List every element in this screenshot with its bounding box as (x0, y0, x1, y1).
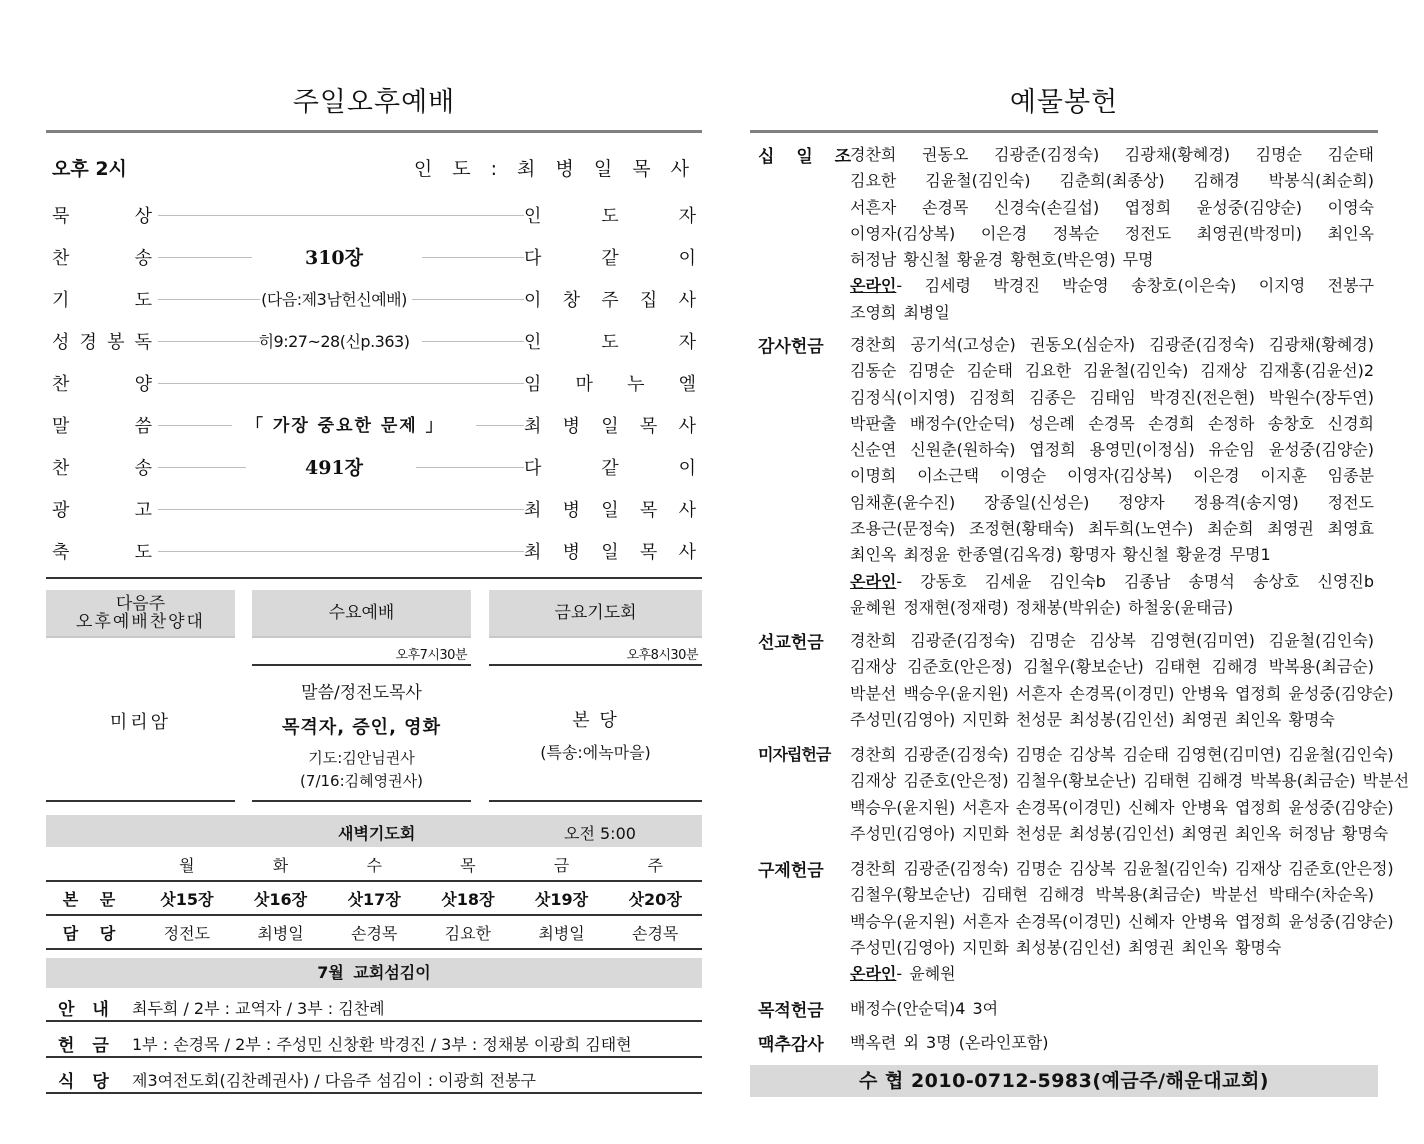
service-time-row (46, 152, 702, 182)
donor-line: 백승우(윤지원) 서흔자 손경목(이경민) 신혜자 안병육 엽정희 윤성중(김양순) (850, 911, 1394, 931)
offerings-title: 예물봉헌 (1009, 87, 1119, 118)
order-item-content: (다음:제3남헌신예배) (261, 290, 407, 309)
donor-line: 김재상 김준호(안은정) 김철우(황보순난) 김태현 김해경 박복용(최금순) 박분선 (850, 771, 1410, 791)
dawn-prayer-table (46, 848, 702, 950)
donor-line: 허정남 황신철 황윤경 황현호(박은영) 무명 (850, 250, 1154, 270)
order-item-person: 다 같 이 (524, 248, 696, 269)
order-item-person: 최 병 일 목 사 (524, 416, 696, 437)
order-item (46, 324, 702, 354)
offering-category-label: 맥추감사 (758, 1035, 824, 1055)
offering-category-label: 미자립헌금 (758, 745, 831, 764)
text-cell: 삿15장 (160, 889, 214, 909)
leader-cell: 정전도 (163, 923, 211, 943)
order-item (46, 408, 702, 438)
wednesday-header: 수요예배 (252, 590, 471, 638)
donor-line: 백승우(윤지원) 서흔자 손경목(이경민) 신혜자 안병육 엽정희 윤성중(김양순) (850, 797, 1394, 817)
online-donor-line: 조영희 최병일 (850, 302, 950, 322)
duty-value: 1부 : 손경목 / 2부 : 주성민 신창환 박경진 / 3부 : 정채봉 이광희 김태현 (132, 1035, 632, 1054)
leader-cell: 최병일 (538, 923, 585, 943)
day-cell: 월 (179, 855, 195, 875)
duty-key: 안 내 (58, 1000, 115, 1020)
order-item (46, 366, 702, 396)
leader-line (158, 425, 232, 426)
bank-account-bar: 수 협 2010-0712-5983(예금주/해운대교회) (750, 1065, 1378, 1097)
order-item-label: 말 씀 (52, 416, 152, 437)
leader-line (416, 467, 524, 468)
order-item-label: 찬 송 (52, 458, 152, 479)
leader-line (422, 257, 524, 258)
offering-donors (850, 1030, 1374, 1056)
text-cell: 삿20장 (628, 889, 682, 909)
afternoon-service-title: 주일오후예배 (292, 87, 456, 118)
donor-line: 주성민(김영아) 지민화 천성문 최성봉(김인선) 최영권 최인옥 허정남 황명숙 (850, 823, 1389, 843)
leader-line (158, 215, 524, 216)
leader-line (412, 299, 524, 300)
order-item-content: 히9:27~28(신p.363) (258, 332, 410, 351)
donor-line: 박판출 배정수(안순덕) 성은례 손경목 손경희 손정하 송창호 신경희 (850, 413, 1374, 433)
donor-line: 조용근(문정숙) 조정현(황태숙) 최두희(노연수) 최순희 최영권 최영효 (850, 519, 1374, 539)
duty-row-offering (46, 1024, 702, 1058)
order-item-person: 이 창 주 집 사 (524, 290, 696, 311)
text-cell: 삿17장 (347, 889, 401, 909)
online-donor-line: 온라인- 윤혜원 (850, 964, 956, 984)
friday-box-bottom-rule (489, 800, 702, 802)
duty-value: 최두희 / 2부 : 교역자 / 3부 : 김찬례 (132, 999, 385, 1018)
order-item (46, 492, 702, 522)
dawn-leader-label: 담 당 (62, 923, 124, 943)
offering-category-label: 십 일 조 (758, 147, 860, 167)
dawn-texts-row (46, 882, 702, 914)
day-cell: 목 (460, 855, 476, 875)
wednesday-service-box (252, 590, 471, 791)
donor-line: 임채훈(윤수진) 장종일(신성은) 정양자 정용격(송지영) 정전도 (850, 492, 1374, 512)
donor-line: 배정수(안순덕)4 3여 (850, 999, 999, 1018)
donor-line: 신순연 신원춘(원하숙) 엽정희 용영민(이정심) 유순임 윤성중(김양순) (850, 440, 1374, 460)
service-leader: 인 도 : 최 병 일 목 사 (413, 158, 696, 180)
leader-line (422, 341, 524, 342)
leader-line (158, 257, 252, 258)
donor-line: 경찬희 권동오 김광준(김정숙) 김광채(황혜경) 김명순 김순태 (850, 145, 1374, 164)
offering-category-label: 감사헌금 (758, 337, 824, 357)
donor-line: 김철우(황보순난) 김태현 김해경 박복용(최금순) 박분선 박태수(차순옥) (850, 885, 1374, 905)
donor-line: 경찬희 김광준(김정숙) 김명순 김상복 김영현(김미연) 김윤철(김인숙) (850, 631, 1374, 650)
duty-row-usher (46, 988, 702, 1022)
donor-line: 경찬희 김광준(김정숙) 김명순 김상복 김순태 김영현(김미연) 김윤철(김인숙) (850, 745, 1394, 764)
afternoon-service-column (46, 0, 702, 1144)
offering-donors (850, 742, 1410, 847)
leader-line (158, 509, 524, 510)
order-item-person: 최 병 일 목 사 (524, 542, 696, 563)
order-item-person: 인 도 자 (524, 332, 696, 353)
offering-category-label: 구제헌금 (758, 861, 824, 881)
leader-cell: 최병일 (257, 923, 304, 943)
duty-key: 식 당 (58, 1072, 115, 1092)
church-servers-header: 7월 교회섬김이 (46, 958, 702, 988)
friday-prayer-box (489, 590, 702, 763)
dawn-prayer-title: 새벽기도회 (338, 824, 416, 843)
donor-line: 최인옥 최정윤 한종열(김옥경) 황명자 황신철 황윤경 무명1 (850, 545, 1271, 565)
wednesday-prayer: 기도:김안님권사 (308, 749, 415, 767)
order-item-content: 「 가장 중요한 문제 」 (246, 416, 445, 436)
order-item-person: 인 도 자 (524, 206, 696, 227)
choir-box-header (46, 590, 235, 638)
donor-line: 김정식(이지영) 김정희 김종은 김태임 박경진(전은현) 박원수(장두연) (850, 387, 1374, 407)
offering-donors (850, 332, 1374, 621)
leader-line (158, 299, 260, 300)
duty-value: 제3여전도회(김찬례권사) / 다음주 섬김이 : 이광희 전봉구 (132, 1071, 536, 1090)
dawn-days-row (46, 848, 702, 880)
service-time: 오후 2시 (52, 158, 127, 180)
offering-donors (850, 856, 1394, 987)
order-item-label: 축 도 (52, 542, 152, 563)
order-item-label: 광 고 (52, 500, 152, 521)
order-item-label: 기 도 (52, 290, 152, 311)
donor-line: 박분선 백승우(윤지원) 서흔자 손경목(이경민) 안병육 엽정희 윤성중(김양순) (850, 683, 1394, 703)
wednesday-box-bottom-rule (252, 800, 471, 802)
wednesday-preacher: 말씀/정전도목사 (301, 683, 422, 703)
donor-line: 이명희 이소근택 이영순 이영자(김상복) 이은경 이지훈 임종분 (850, 466, 1374, 486)
donor-line: 백옥련 외 3명 (온라인포함) (850, 1033, 1049, 1052)
leader-line (158, 383, 524, 384)
text-cell: 삿16장 (253, 889, 308, 909)
dawn-leaders-row (46, 916, 702, 948)
online-label: 온라인 (850, 276, 897, 296)
donor-line: 김요한 김윤철(김인숙) 김춘희(최종상) 김해경 박봉식(최순희) (850, 171, 1374, 191)
text-cell: 삿18장 (441, 889, 495, 909)
order-item (46, 198, 702, 228)
offering-donors (850, 996, 1374, 1022)
leader-cell: 손경목 (632, 923, 679, 943)
order-item-label: 찬 양 (52, 374, 152, 395)
online-donor-line: 온라인- 김세령 박경진 박순영 송창호(이은숙) 이지영 전봉구 (850, 276, 1374, 296)
order-item-content: 491장 (304, 457, 363, 479)
order-item-label: 성 경 봉 독 (52, 332, 152, 353)
donor-line: 주성민(김영아) 지민화 최성봉(김인선) 최영권 최인옥 황명숙 (850, 937, 1282, 957)
wednesday-time: 오후7시30분 (395, 648, 467, 663)
online-donor-line: 윤혜원 정재현(정재령) 정채봉(박위순) 하철웅(윤태금) (850, 597, 1234, 617)
leader-line (158, 341, 260, 342)
offering-category-label: 목적헌금 (758, 1001, 824, 1021)
online-donor-line: 온라인- 강동호 김세윤 김인숙b 김종남 송명석 송상호 신영진b (850, 571, 1374, 591)
friday-header: 금요기도회 (489, 590, 702, 638)
choir-box (46, 590, 235, 734)
title-divider (750, 130, 1378, 133)
order-item-label: 묵 상 (52, 206, 152, 227)
offering-category-label: 선교헌금 (758, 633, 824, 653)
order-item-person: 최 병 일 목 사 (524, 500, 696, 521)
donor-line: 서흔자 손경목 신경숙(손길섭) 엽정희 윤성중(김양순) 이영숙 (850, 197, 1374, 217)
duty-row-kitchen (46, 1060, 702, 1094)
choir-header-line2: 오후예배찬양대 (76, 612, 205, 632)
online-label: 온라인 (850, 964, 897, 984)
choir-header-line1: 다음주 (115, 594, 166, 614)
day-cell: 금 (553, 855, 570, 875)
donor-line: 경찬희 김광준(김정숙) 김명순 김상복 김윤철(김인숙) 김재상 김준호(안은정) (850, 859, 1394, 878)
donor-line: 이영자(김상복) 이은경 정복순 정전도 최영권(박정미) 최인옥 (850, 223, 1374, 243)
choir-name: 미리암 (109, 712, 172, 733)
donor-line: 김재상 김준호(안은정) 김철우(황보순난) 김태현 김해경 박복용(최금순) (850, 657, 1374, 677)
day-cell: 화 (272, 855, 289, 875)
dawn-prayer-time: 오전 5:00 (564, 824, 636, 843)
order-item-person: 임 마 누 엘 (524, 374, 696, 395)
donor-line: 김동순 김명순 김순태 김요한 김윤철(김인숙) 김재상 김재홍(김윤선)2 (850, 361, 1374, 381)
order-item (46, 240, 702, 270)
order-item (46, 534, 702, 564)
online-label: 온라인 (850, 571, 897, 591)
text-cell: 삿19장 (534, 889, 589, 909)
order-item-content: 310장 (304, 247, 363, 269)
donor-line: 경찬희 공기석(고성순) 권동오(심순자) 김광준(김정숙) 김광채(황혜경) (850, 335, 1374, 354)
dawn-text-label: 본 문 (62, 889, 124, 909)
dawn-prayer-header (46, 815, 702, 847)
leader-line (476, 425, 524, 426)
offering-donors (850, 142, 1374, 326)
order-item (46, 282, 702, 312)
friday-special: (특송:에녹마을) (540, 743, 651, 762)
friday-place: 본 당 (572, 710, 619, 731)
choir-box-bottom-rule (46, 800, 235, 802)
wednesday-sermon-title: 목격자, 증인, 영화 (282, 717, 441, 738)
order-item (46, 450, 702, 480)
offering-donors (850, 628, 1394, 733)
duty-key: 헌 금 (58, 1036, 115, 1056)
donor-line: 주성민(김영아) 지민화 천성문 최성봉(김인선) 최영권 최인옥 황명숙 (850, 709, 1335, 729)
order-item-label: 찬 송 (52, 248, 152, 269)
leader-cell: 손경목 (350, 923, 398, 943)
leader-cell: 김요한 (444, 923, 492, 943)
order-item-person: 다 같 이 (524, 458, 696, 479)
offerings-column (750, 0, 1410, 1144)
friday-time: 오후8시30분 (626, 648, 698, 663)
title-divider (46, 130, 702, 133)
day-cell: 주 (647, 855, 663, 875)
leader-line (158, 551, 524, 552)
order-divider (46, 577, 702, 579)
wednesday-prayer-next: (7/16:김혜영권사) (300, 772, 423, 790)
day-cell: 수 (366, 855, 382, 875)
leader-line (158, 467, 246, 468)
